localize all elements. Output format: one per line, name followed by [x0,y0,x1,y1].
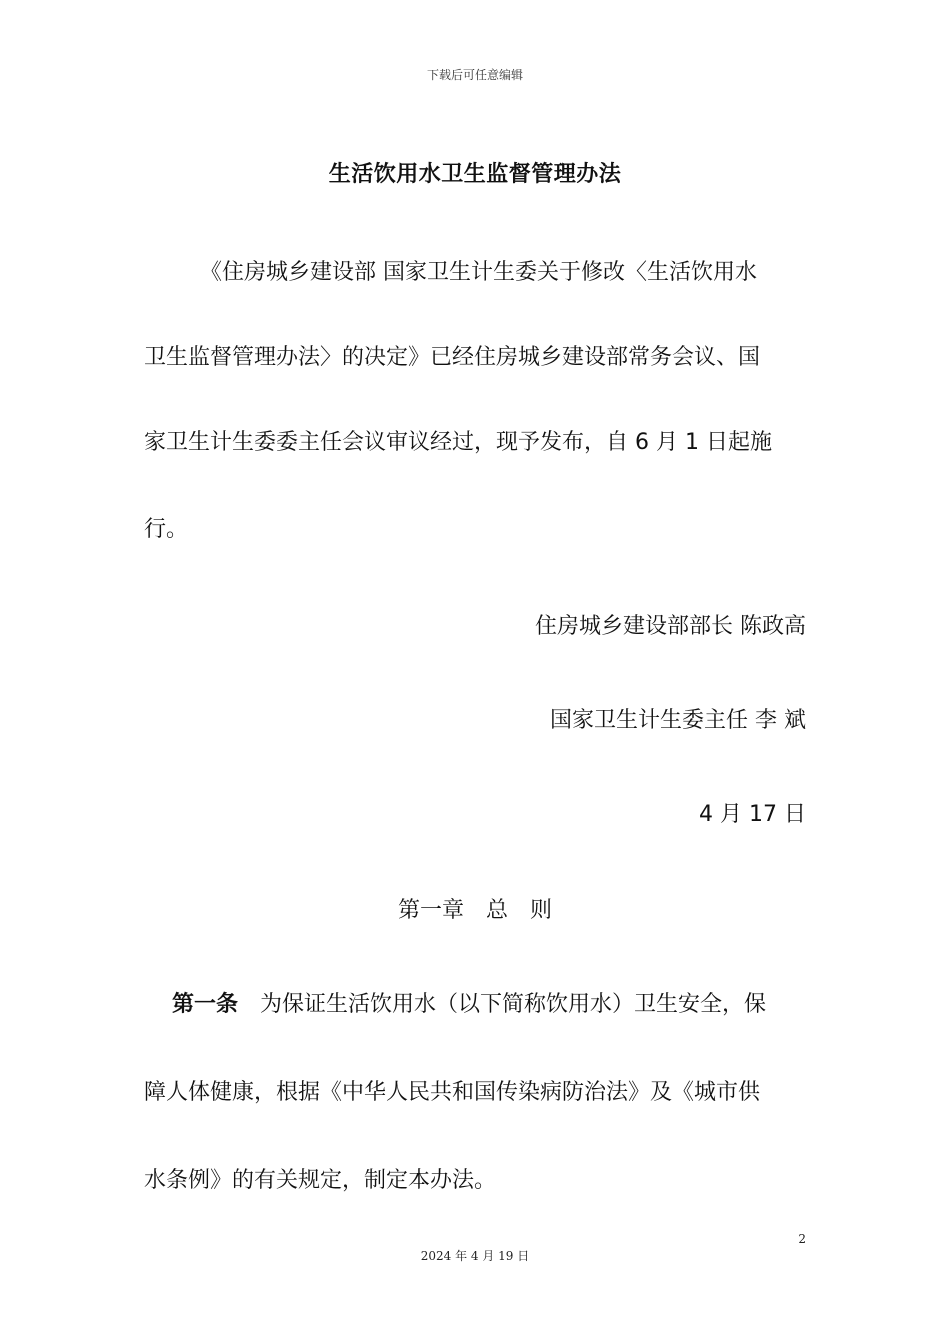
article-1-text: 为保证生活饮用水（以下简称饮用水）卫生安全，保 [238,992,767,1017]
signature-minister-health: 国家卫生计生委主任 李 斌 [550,708,806,733]
document-title: 生活饮用水卫生监督管理办法 [328,162,622,187]
preamble-line-3: 家卫生计生委委主任会议审议经过，现予发布，自 6 月 1 日起施 [144,430,772,455]
signature-minister-housing: 住房城乡建设部部长 陈政高 [535,614,806,639]
preamble-line-4: 行。 [144,517,189,542]
preamble-line-2: 卫生监督管理办法〉的决定》已经住房城乡建设部常务会议、国 [144,345,761,370]
article-1-label: 第一条 [172,992,239,1017]
chapter-heading: 第一章 总 则 [397,898,552,923]
article-1-line-3: 水条例》的有关规定，制定本办法。 [144,1168,497,1193]
page-number: 2 [798,1232,806,1246]
article-1-line-2: 障人体健康，根据《中华人民共和国传染病防治法》及《城市供 [144,1080,761,1105]
article-1-line-1 [172,990,766,1020]
header-note: 下载后可任意编辑 [426,68,523,82]
footer-date: 2024 年 4 月 19 日 [420,1249,530,1263]
preamble-line-1: 《住房城乡建设部 国家卫生计生委关于修改〈生活饮用水 [200,260,757,285]
signature-date: 4 月 17 日 [699,802,806,827]
